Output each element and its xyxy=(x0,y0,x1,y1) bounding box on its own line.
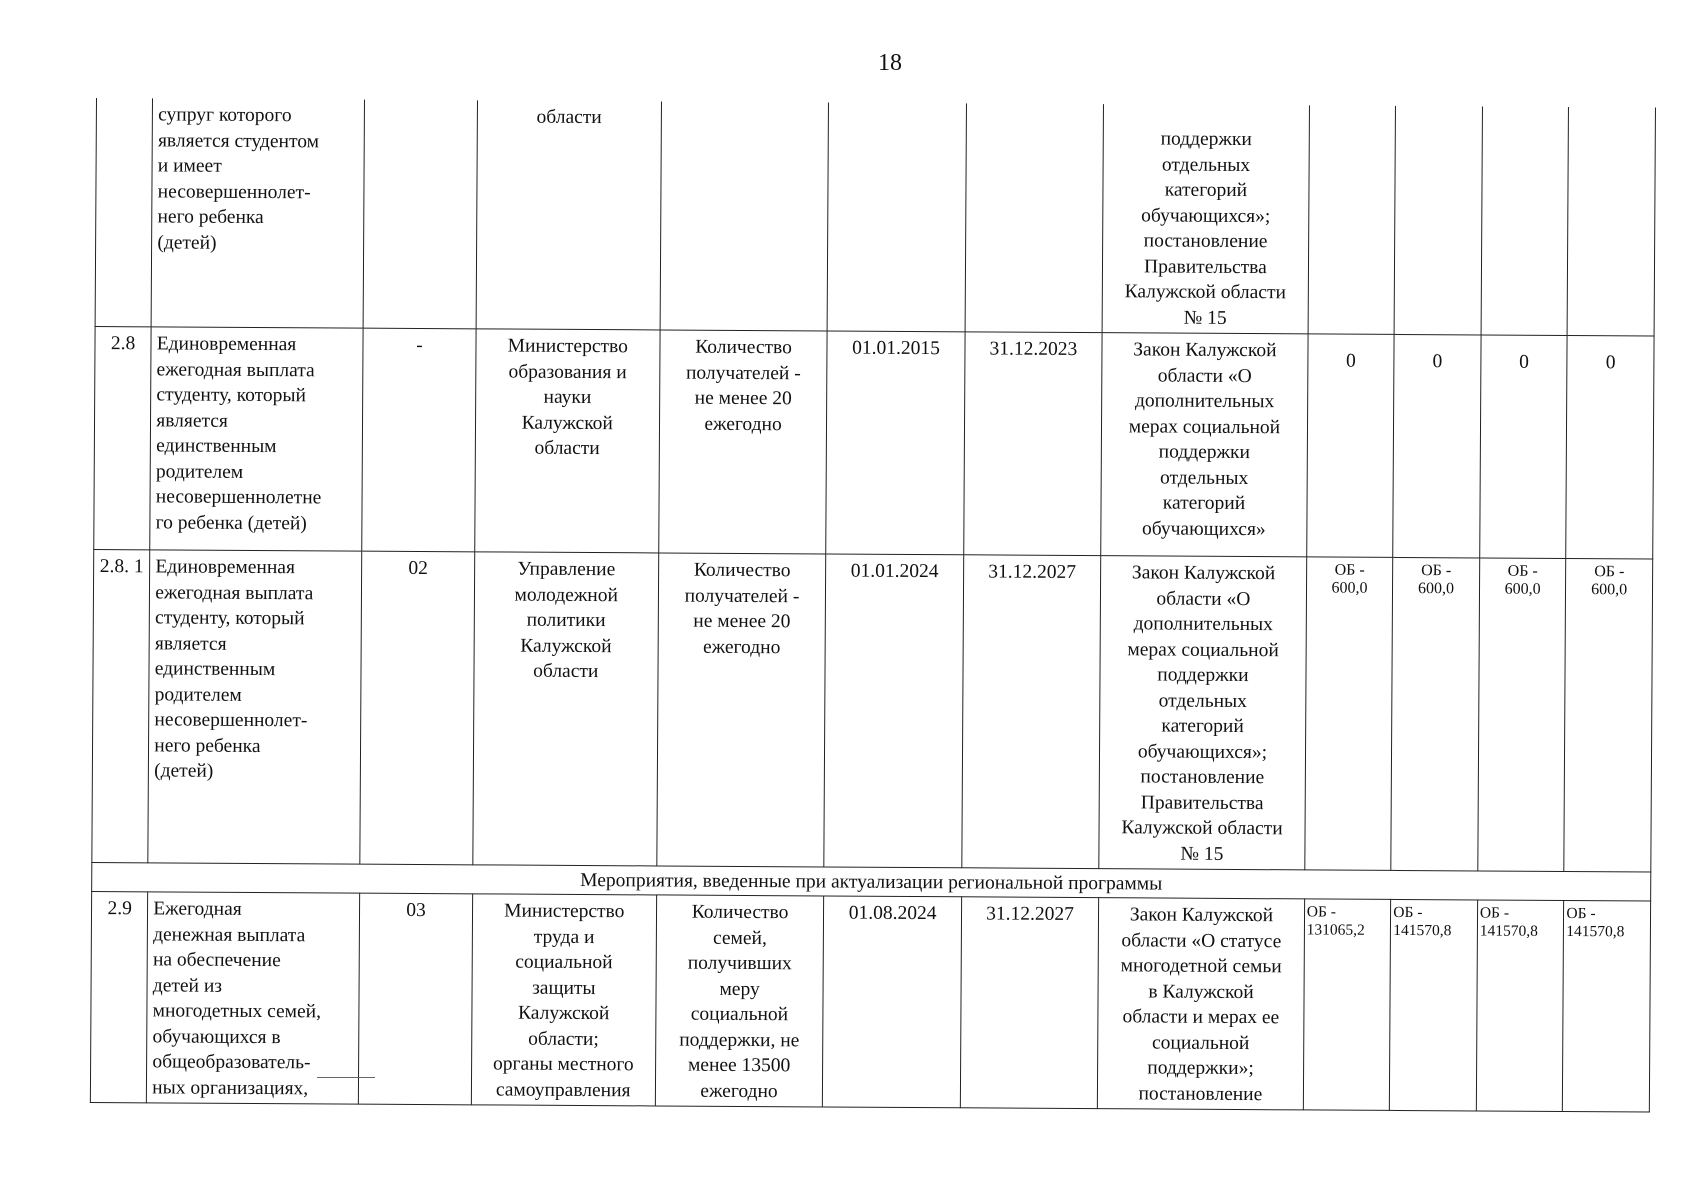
cell-name: Единовременная ежегодная выплата студенту, который является единственным родителем несовершеннолет- него ребенка (детей) xyxy=(148,550,362,864)
cell-start xyxy=(827,102,966,331)
cell-end xyxy=(965,103,1104,332)
cell-basis: Закон Калужской области «О дополнительных мерах социальной поддержки отдельных категорий обучающихся»; постановление Правительства Калужской области № 15 xyxy=(1099,556,1306,870)
cell-start: 01.01.2024 xyxy=(824,554,963,868)
cell-fin-1 xyxy=(1308,105,1396,334)
cell-end: 31.12.2023 xyxy=(964,332,1103,556)
table-row-continuation xyxy=(95,98,1655,336)
cell-executor: Министерство труда и социальной защиты Калужской области; органы местного самоуправления xyxy=(471,894,656,1106)
cell-indicator: Количество получателей - не менее 20 ежегодно xyxy=(657,553,827,867)
cell-fin-1: ОБ - 600,0 xyxy=(1305,557,1393,871)
cell-num: 2.8 xyxy=(94,326,152,549)
measures-table xyxy=(90,98,1656,1113)
cell-fin-4: ОБ - 600,0 xyxy=(1564,558,1653,872)
cell-num: 2.9 xyxy=(90,891,148,1102)
cell-code: - xyxy=(362,328,476,552)
cell-start: 01.01.2015 xyxy=(826,331,965,555)
cell-indicator xyxy=(660,101,829,331)
cell-fin-2: 0 xyxy=(1393,334,1481,558)
cell-end: 31.12.2027 xyxy=(962,555,1101,869)
page-number: 18 xyxy=(878,50,902,76)
cell-fin-3 xyxy=(1481,106,1569,335)
cell-start: 01.08.2024 xyxy=(823,896,962,1108)
cell-executor: области xyxy=(476,100,661,330)
section-title: Мероприятия, введенные при актуализации региональной программы xyxy=(92,862,1651,901)
cell-fin-4: 0 xyxy=(1566,335,1654,559)
cell-fin-3: ОБ - 141570,8 xyxy=(1476,900,1564,1112)
table-row-2-8 xyxy=(94,326,1654,559)
cell-fin-1: 0 xyxy=(1306,334,1394,558)
cell-fin-2: ОБ - 141570,8 xyxy=(1390,899,1478,1111)
cell-executor: Управление молодежной политики Калужской области xyxy=(473,552,659,866)
cell-end: 31.12.2027 xyxy=(960,897,1099,1109)
cell-code xyxy=(363,100,477,329)
cell-name: Единовременная ежегодная выплата студенту, который является единственным родителем несовершеннолетне го ребенка (детей) xyxy=(150,327,363,551)
cell-fin-2 xyxy=(1394,106,1482,335)
table-row-2-8-1 xyxy=(92,549,1653,872)
cell-num: 2.8. 1 xyxy=(92,549,150,862)
cell-fin-3: 0 xyxy=(1480,335,1568,559)
cell-num xyxy=(95,98,153,327)
cell-code: 03 xyxy=(359,893,473,1105)
cell-fin-2: ОБ - 600,0 xyxy=(1391,557,1479,871)
cell-executor: Министерство образования и науки Калужской области xyxy=(475,329,660,553)
cell-name: супруг которого является студентом и имеет несовершеннолет- него ребенка (детей) xyxy=(151,98,364,328)
document-sheet xyxy=(90,98,1656,1113)
cell-indicator: Количество получателей - не менее 20 ежегодно xyxy=(658,330,827,554)
cell-fin-4: ОБ - 141570,8 xyxy=(1563,900,1651,1112)
scan-artifact-line xyxy=(317,1077,375,1078)
cell-fin-4 xyxy=(1567,107,1655,336)
cell-indicator: Количество семей, получивших меру социальной поддержки, не менее 13500 ежегодно xyxy=(655,895,824,1107)
cell-code: 02 xyxy=(360,551,474,865)
cell-basis: поддержки отдельных категорий обучающихся»; постановление Правительства Калужской области № 15 xyxy=(1102,104,1309,334)
cell-basis: Закон Калужской области «О статусе многодетной семьи в Калужской области и мерах ее социальной поддержки»; постановление xyxy=(1098,898,1305,1110)
cell-fin-1: ОБ - 131065,2 xyxy=(1303,899,1391,1111)
table-row-2-9 xyxy=(90,891,1650,1112)
cell-name: Ежегодная денежная выплата на обеспечение детей из многодетных семей, обучающихся в общеобразователь- ных организациях, xyxy=(147,892,360,1104)
cell-basis: Закон Калужской области «О дополнительных мерах социальной поддержки отдельных категорий обучающихся» xyxy=(1101,333,1308,557)
cell-fin-3: ОБ - 600,0 xyxy=(1478,558,1566,872)
